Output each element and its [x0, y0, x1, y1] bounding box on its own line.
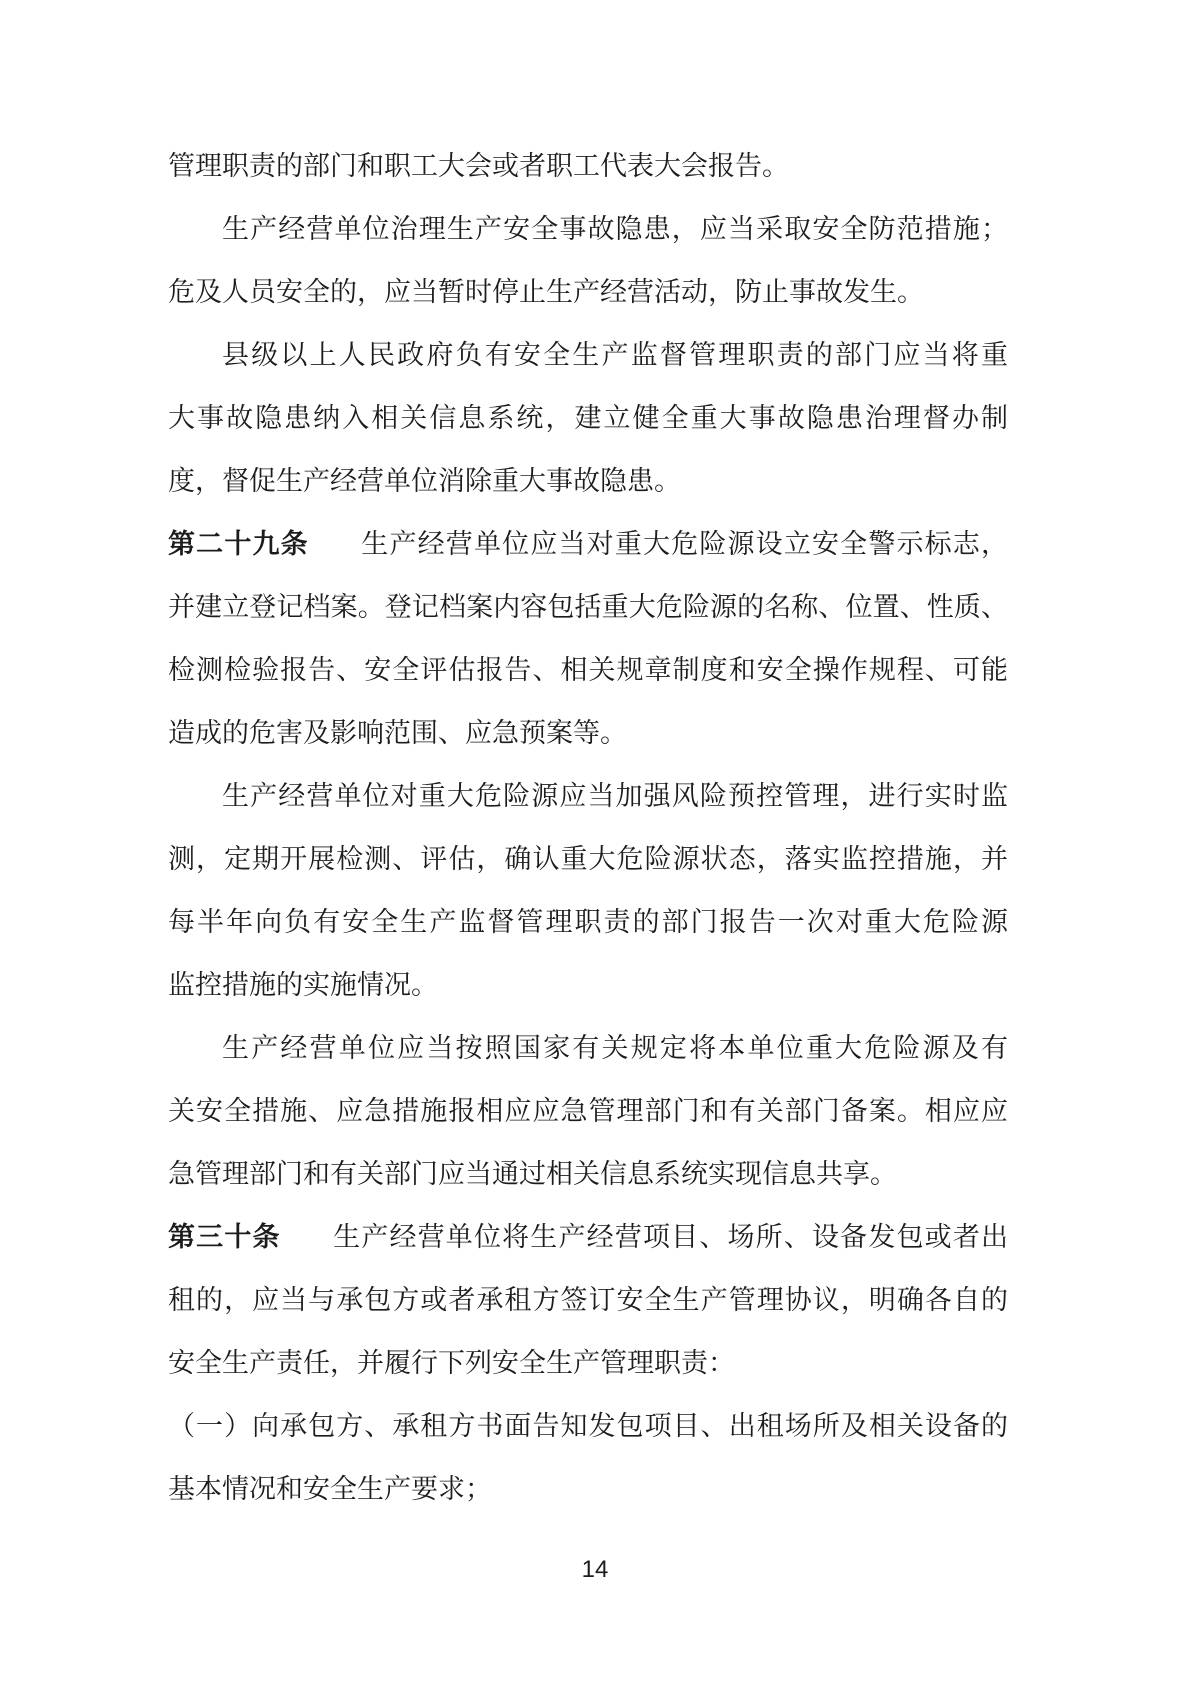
text-line-content: 管理职责的部门和职工大会或者职工代表大会报告。: [168, 151, 789, 181]
text-line: [168, 387, 1008, 450]
text-line-content: 危及人员安全的，应当暂时停止生产经营活动，防止事故发生。: [168, 277, 924, 307]
text-line: [168, 1017, 1008, 1080]
text-line: [168, 1458, 1008, 1521]
text-line-content: 生产经营单位治理生产安全事故隐患，应当采取安全防范措施；: [222, 214, 1008, 244]
text-line-content: 监控措施的实施情况。: [168, 970, 438, 1000]
text-line: [168, 576, 1008, 639]
text-line: [168, 324, 1008, 387]
text-line: [168, 198, 1008, 261]
text-line: [168, 450, 1008, 513]
text-line: [168, 1206, 1008, 1269]
text-line: [168, 1395, 1008, 1458]
text-line-content: 基本情况和安全生产要求；: [168, 1474, 492, 1504]
page-number: 14: [581, 1556, 609, 1583]
text-line: [168, 891, 1008, 954]
article-number: 第三十条: [168, 1222, 281, 1252]
text-line: [168, 828, 1008, 891]
text-line-content: 生产经营单位对重大危险源应当加强风险预控管理，进行实时监: [222, 781, 1008, 811]
text-line-content: 急管理部门和有关部门应当通过相关信息系统实现信息共享。: [168, 1159, 897, 1189]
text-line: [168, 765, 1008, 828]
text-line: [168, 1332, 1008, 1395]
document-body-text: [168, 135, 1008, 1521]
text-line-content: 并建立登记档案。登记档案内容包括重大危险源的名称、位置、性质、: [168, 592, 1008, 622]
text-line-content: 生产经营单位应当按照国家有关规定将本单位重大危险源及有: [222, 1033, 1008, 1063]
text-line-content: 造成的危害及影响范围、应急预案等。: [168, 718, 627, 748]
text-line: [168, 1269, 1008, 1332]
text-line-content: 生产经营单位将生产经营项目、场所、设备发包或者出: [331, 1222, 1008, 1252]
text-line-content: 租的，应当与承包方或者承租方签订安全生产管理协议，明确各自的: [168, 1285, 1008, 1315]
text-line: [168, 954, 1008, 1017]
text-line: [168, 1080, 1008, 1143]
text-line: [168, 135, 1008, 198]
text-line-content: 大事故隐患纳入相关信息系统，建立健全重大事故隐患治理督办制: [168, 403, 1008, 433]
text-line-content: 安全生产责任，并履行下列安全生产管理职责：: [168, 1348, 735, 1378]
text-line: [168, 261, 1008, 324]
text-line: [168, 1143, 1008, 1206]
text-line-content: 县级以上人民政府负有安全生产监督管理职责的部门应当将重: [222, 340, 1008, 370]
text-line-content: 检测检验报告、安全评估报告、相关规章制度和安全操作规程、可能: [168, 655, 1008, 685]
text-line-content: 度，督促生产经营单位消除重大事故隐患。: [168, 466, 681, 496]
text-line: [168, 702, 1008, 765]
text-line-content: 生产经营单位应当对重大危险源设立安全警示标志，: [360, 529, 1009, 559]
article-number: 第二十九条: [168, 529, 309, 559]
text-line-content: 测，定期开展检测、评估，确认重大危险源状态，落实监控措施，并: [168, 844, 1008, 874]
text-line-content: 每半年向负有安全生产监督管理职责的部门报告一次对重大危险源: [168, 907, 1008, 937]
text-line-content: （一）向承包方、承租方书面告知发包项目、出租场所及相关设备的: [168, 1411, 1008, 1441]
text-line-content: 关安全措施、应急措施报相应应急管理部门和有关部门备案。相应应: [168, 1096, 1008, 1126]
text-line: [168, 639, 1008, 702]
text-line: [168, 513, 1008, 576]
